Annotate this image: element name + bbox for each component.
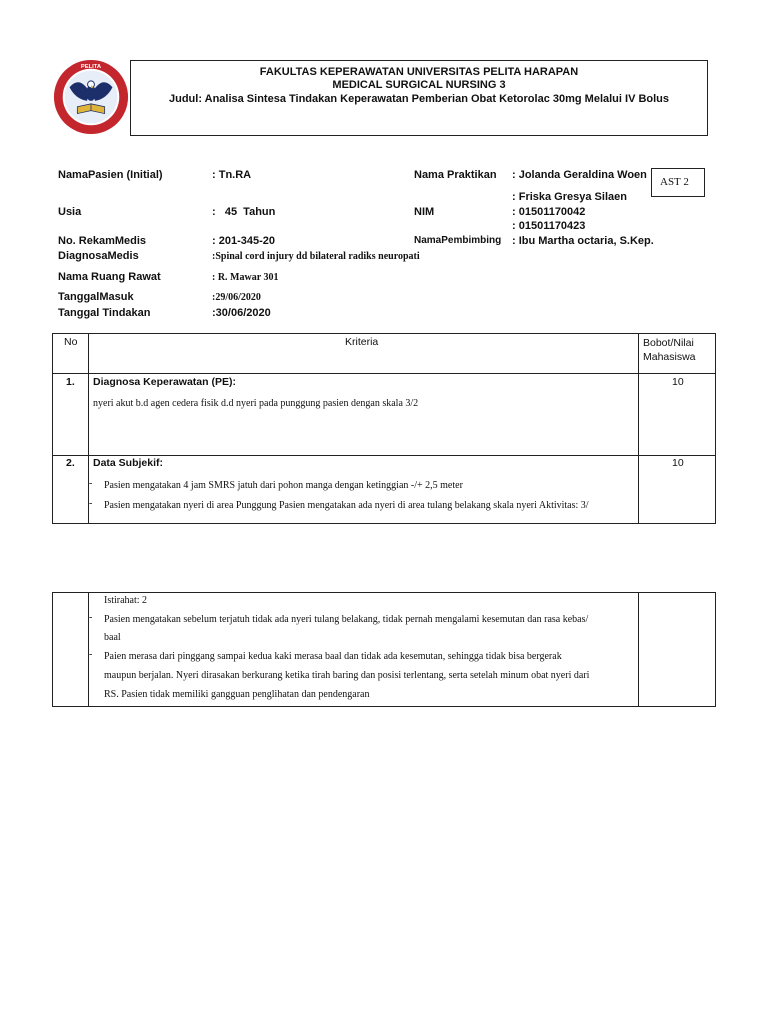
logo-text-top: PELITA	[80, 63, 102, 70]
document-title: Judul: Analisa Sintesa Tindakan Keperawatan Pemberian Obat Ketorolac 30mg Melalui IV Bolus	[168, 93, 670, 105]
row2-no: 2.	[66, 457, 75, 469]
row1-body: nyeri akut b.d agen cedera fisik d.d nyeri pada punggung pasien dengan skala 3/2	[93, 398, 419, 409]
pembimbing-value: : Ibu Martha octaria, S.Kep.	[512, 235, 654, 247]
col-header-no: No	[64, 336, 78, 348]
diagnosa-medis-value: :Spinal cord injury dd bilateral radiks neuropati	[212, 251, 420, 262]
nama-praktikan-value-1: : Jolanda Geraldina Woen	[512, 169, 647, 181]
diagnosa-medis-label: DiagnosaMedis	[58, 250, 139, 262]
continuation-dash-2: -	[89, 649, 93, 660]
ruang-rawat-label: Nama Ruang Rawat	[58, 271, 161, 283]
row2-bullet-dash-1: -	[89, 478, 93, 489]
tanggal-tindakan-value: :30/06/2020	[212, 307, 271, 319]
nim-value-2: : 01501170423	[512, 220, 586, 232]
continuation-line-0: Istirahat: 2	[104, 595, 148, 606]
row2-bullet-1: Pasien mengatakan 4 jam SMRS jatuh dari pohon manga dengan ketinggian -/+ 2,5 meter	[104, 480, 463, 491]
faculty-title: FAKULTAS KEPERAWATAN UNIVERSITAS PELITA HARAPAN	[259, 66, 579, 78]
usia-label: Usia	[58, 206, 82, 218]
ast-label-box: AST 2	[651, 168, 705, 197]
tanggal-tindakan-label: Tanggal Tindakan	[58, 307, 151, 319]
continuation-dash-1: -	[89, 612, 93, 623]
nim-label: NIM	[414, 206, 435, 218]
col-header-bobot-2: Mahasiswa	[643, 351, 696, 363]
ruang-rawat-value: : R. Mawar 301	[212, 272, 279, 283]
header-box	[130, 60, 708, 136]
continuation-bullet2-line1: Paien merasa dari pinggang sampai kedua kaki merasa baal dan tidak ada kesemutan, sehingga tidak bisa bergerak	[104, 651, 562, 662]
nama-praktikan-value-2: : Friska Gresya Silaen	[512, 191, 627, 203]
col-header-kriteria: Kriteria	[345, 336, 379, 348]
nim-value-1: : 01501170042	[512, 206, 586, 218]
course-title: MEDICAL SURGICAL NURSING 3	[332, 79, 506, 91]
nama-pasien-label: NamaPasien (Initial)	[58, 169, 163, 181]
row1-score: 10	[672, 376, 684, 388]
university-logo	[52, 58, 130, 136]
tanggal-masuk-value: :29/06/2020	[212, 292, 261, 303]
rekam-medis-value: : 201-345-20	[212, 235, 275, 247]
nama-pasien-value: : Tn.RA	[212, 169, 252, 181]
continuation-bullet2-line3: RS. Pasien tidak memiliki gangguan penglihatan dan pendengaran	[104, 689, 370, 700]
continuation-bullet2-line2: maupun berjalan. Nyeri dirasakan berkurang ketika tirah baring dan posisi terlentang, serta setelah minum obat nyeri dari	[104, 670, 590, 681]
pembimbing-label: NamaPembimbing	[414, 235, 502, 246]
row1-no: 1.	[66, 376, 75, 388]
row2-bullet-dash-2: -	[89, 498, 93, 509]
row2-bullet-2: Pasien mengatakan nyeri di area Punggung Pasien mengatakan ada nyeri di area tulang belakang skala nyeri Aktivitas: 3/	[104, 500, 589, 511]
tanggal-masuk-label: TanggalMasuk	[58, 291, 134, 303]
row2-title: Data Subjekif:	[93, 457, 164, 469]
continuation-bullet1-line2: baal	[104, 632, 121, 643]
row1-title: Diagnosa Keperawatan (PE):	[93, 376, 236, 388]
nama-praktikan-label: Nama Praktikan	[414, 169, 497, 181]
continuation-bullet1-line1: Pasien mengatakan sebelum terjatuh tidak ada nyeri tulang belakang, tidak pernah mengalami kesemutan dan rasa kebas/	[104, 614, 589, 625]
usia-value: : 45 Tahun	[212, 206, 276, 218]
rekam-medis-label: No. RekamMedis	[58, 235, 147, 247]
col-header-bobot-1: Bobot/Nilai	[643, 337, 694, 349]
row2-score: 10	[672, 457, 684, 469]
